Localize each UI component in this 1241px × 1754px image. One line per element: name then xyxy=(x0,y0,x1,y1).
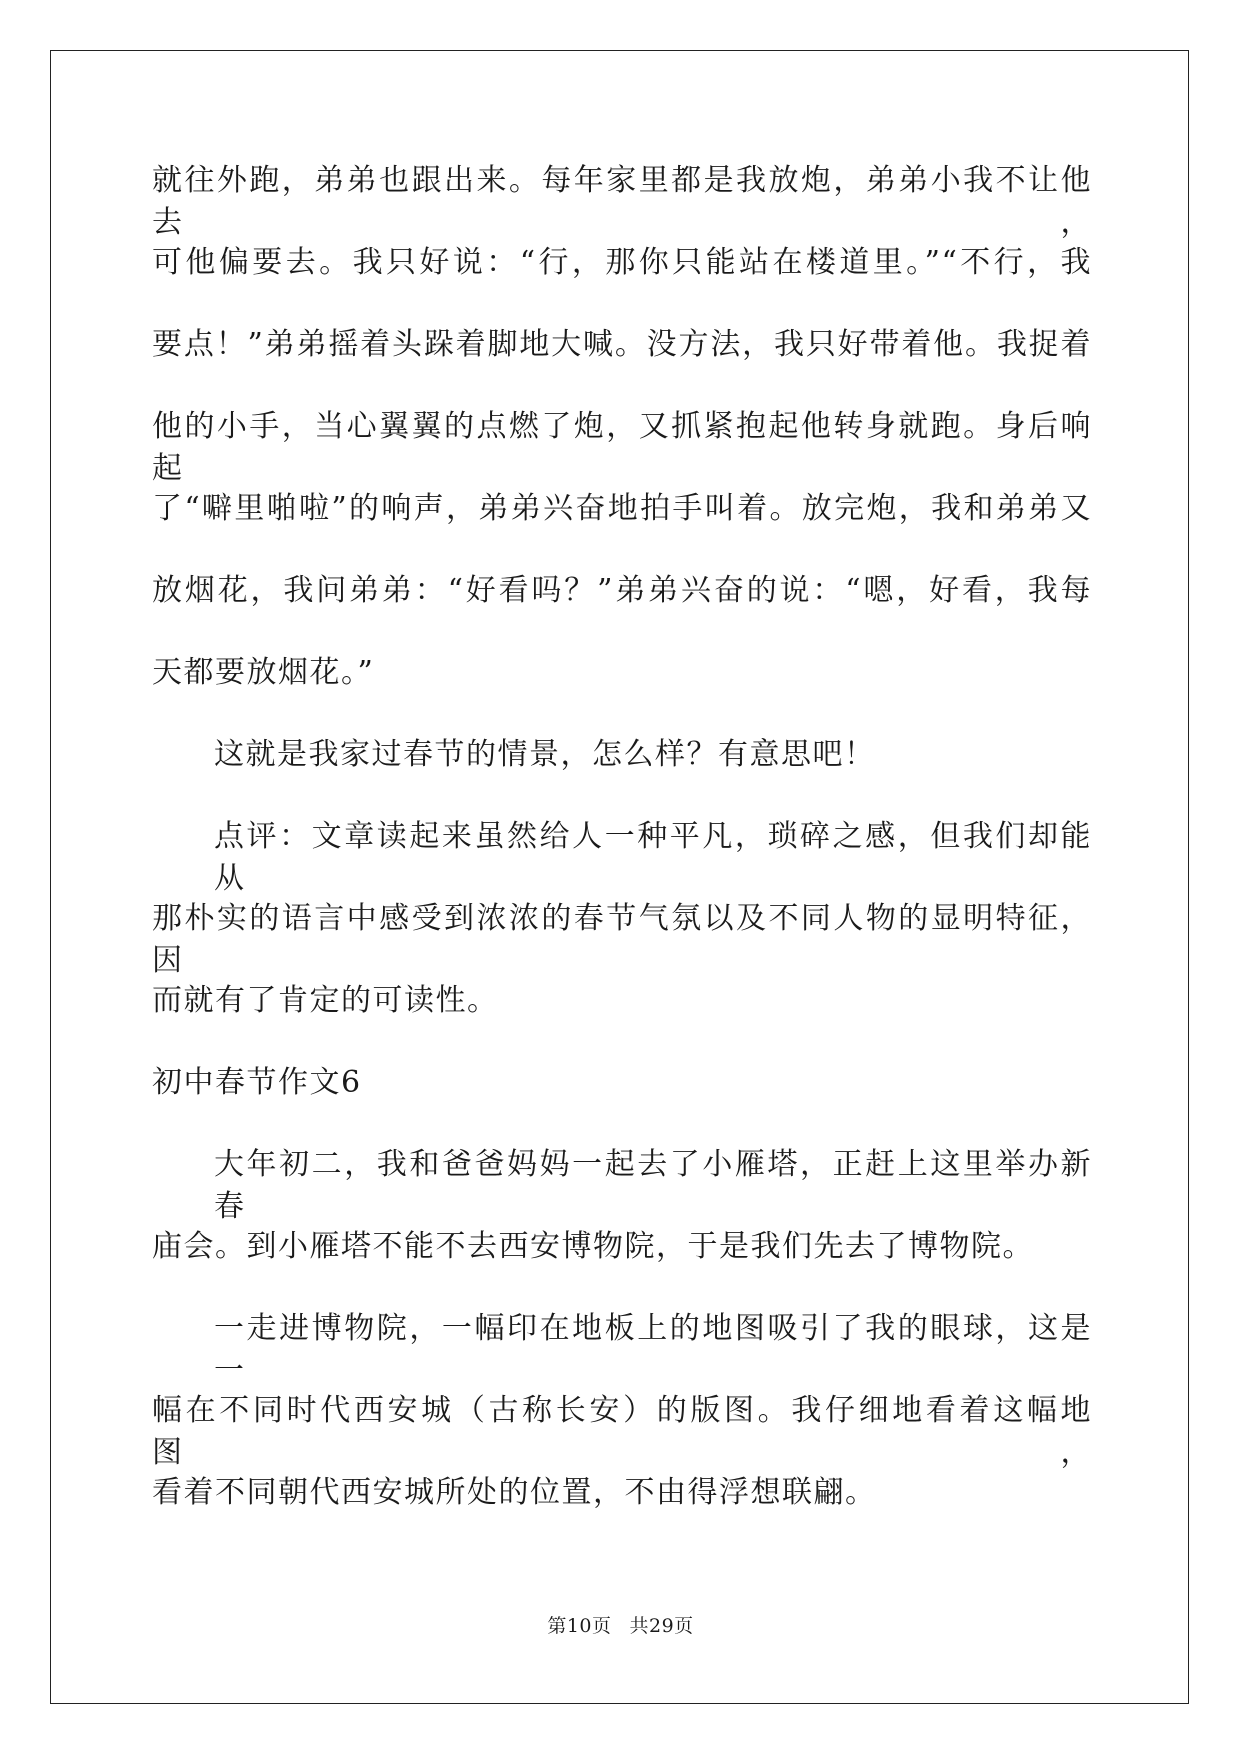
text-line-17: 看着不同朝代西安城所处的位置，不由得浮想联翩。 xyxy=(152,1475,877,1510)
page-total: 共29页 xyxy=(629,1615,694,1637)
text-line-9: 点评：文章读起来虽然给人一种平凡，琐碎之感，但我们却能从 xyxy=(214,819,1092,896)
text-line-15: 一走进博物院，一幅印在地板上的地图吸引了我的眼球，这是一 xyxy=(214,1311,1092,1388)
page-footer xyxy=(0,1614,1241,1638)
text-line-1: 就往外跑，弟弟也跟出来。每年家里都是我放炮，弟弟小我不让他去， xyxy=(152,163,1092,240)
text-line-6: 放烟花，我问弟弟：“好看吗？”弟弟兴奋的说：“嗯，好看，我每 xyxy=(152,573,1092,608)
text-line-7: 天都要放烟花。” xyxy=(152,655,375,690)
text-line-16: 幅在不同时代西安城（古称长安）的版图。我仔细地看着这幅地图， xyxy=(152,1393,1092,1470)
document-body xyxy=(152,160,1092,1554)
page-number: 第10页 xyxy=(547,1615,612,1637)
text-line-14: 庙会。到小雁塔不能不去西安博物院，于是我们先去了博物院。 xyxy=(152,1229,1034,1264)
text-line-13: 大年初二，我和爸爸妈妈一起去了小雁塔，正赶上这里举办新春 xyxy=(214,1147,1092,1224)
text-line-5: 了“噼里啪啦”的响声，弟弟兴奋地拍手叫着。放完炮，我和弟弟又 xyxy=(152,491,1092,526)
text-line-4: 他的小手，当心翼翼的点燃了炮，又抓紧抱起他转身就跑。身后响起 xyxy=(152,409,1092,486)
text-line-10: 那朴实的语言中感受到浓浓的春节气氛以及不同人物的显明特征，因 xyxy=(152,901,1092,978)
text-line-3: 要点！”弟弟摇着头跺着脚地大喊。没方法，我只好带着他。我捉着 xyxy=(152,327,1092,362)
section-heading: 初中春节作文6 xyxy=(152,1065,362,1100)
text-line-8: 这就是我家过春节的情景，怎么样？有意思吧！ xyxy=(214,737,876,772)
text-line-2: 可他偏要去。我只好说：“行，那你只能站在楼道里。”“不行，我 xyxy=(152,245,1092,280)
text-line-11: 而就有了肯定的可读性。 xyxy=(152,983,499,1018)
